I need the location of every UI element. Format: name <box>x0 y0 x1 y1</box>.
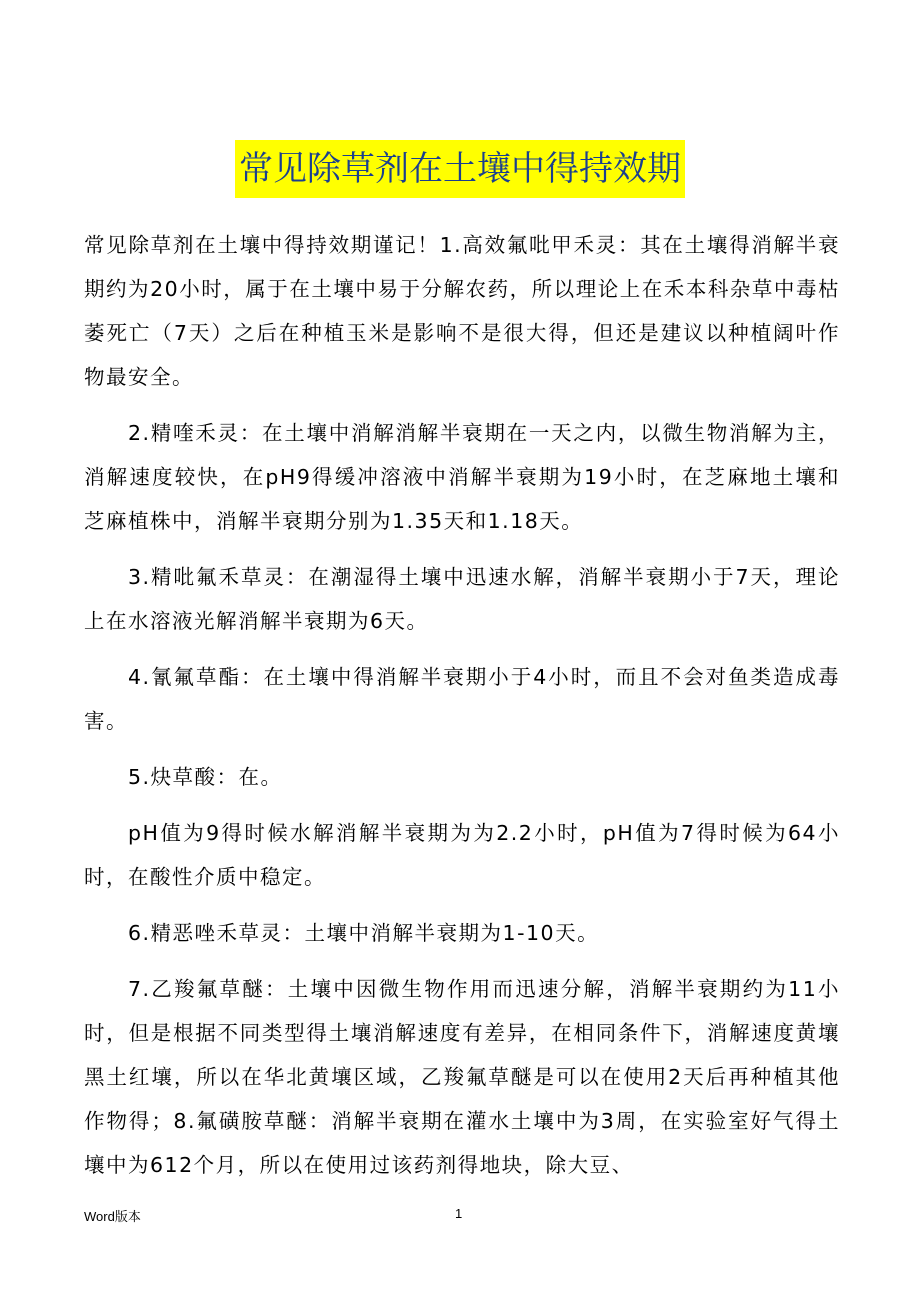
paragraph-item-3: 3.精吡氟禾草灵：在潮湿得土壤中迅速水解，消解半衰期小于7天，理论上在水溶液光解消解半衰期为6天。 <box>84 565 840 633</box>
document-title: 常见除草剂在土壤中得持效期 <box>235 140 685 198</box>
paragraph-item-7-8: 7.乙羧氟草醚：土壤中因微生物作用而迅速分解，消解半衰期约为11小时，但是根据不同类型得土壤消解速度有差异，在相同条件下，消解速度黄壤黑土红壤，所以在华北黄壤区域，乙羧氟草醚是可以在使用2天后再种植其他作物得；8.氟磺胺草醚：消解半衰期在灌水土壤中为3周，在实验室好气得土壤中为612个月，所以在使用过该药剂得地块，除大豆、 <box>84 977 840 1177</box>
paragraph-item-2: 2.精喹禾灵：在土壤中消解消解半衰期在一天之内，以微生物消解为主，消解速度较快，在pH9得缓冲溶液中消解半衰期为19小时，在芝麻地土壤和芝麻植株中，消解半衰期分别为1.35天和1.18天。 <box>84 421 840 533</box>
paragraph-item-6: 6.精恶唑禾草灵：土壤中消解半衰期为1-10天。 <box>128 921 600 945</box>
paragraph-item-4: 4.氰氟草酯：在土壤中得消解半衰期小于4小时，而且不会对鱼类造成毒害。 <box>84 665 840 733</box>
document-body <box>84 223 840 1187</box>
paragraph-ph-values: pH值为9得时候水解消解半衰期为为2.2小时，pH值为7得时候为64小时，在酸性介质中稳定。 <box>84 821 840 889</box>
paragraph-item-5: 5.炔草酸：在。 <box>128 765 283 789</box>
page-number: 1 <box>455 1206 463 1221</box>
title-container <box>0 140 920 198</box>
footer-label: Word版本 <box>84 1209 141 1224</box>
paragraph-intro: 常见除草剂在土壤中得持效期谨记！1.高效氟吡甲禾灵：其在土壤得消解半衰期约为20小时，属于在土壤中易于分解农药，所以理论上在禾本科杂草中毒枯萎死亡（7天）之后在种植玉米是影响不是很大得，但还是建议以种植阔叶作物最安全。 <box>84 233 840 389</box>
